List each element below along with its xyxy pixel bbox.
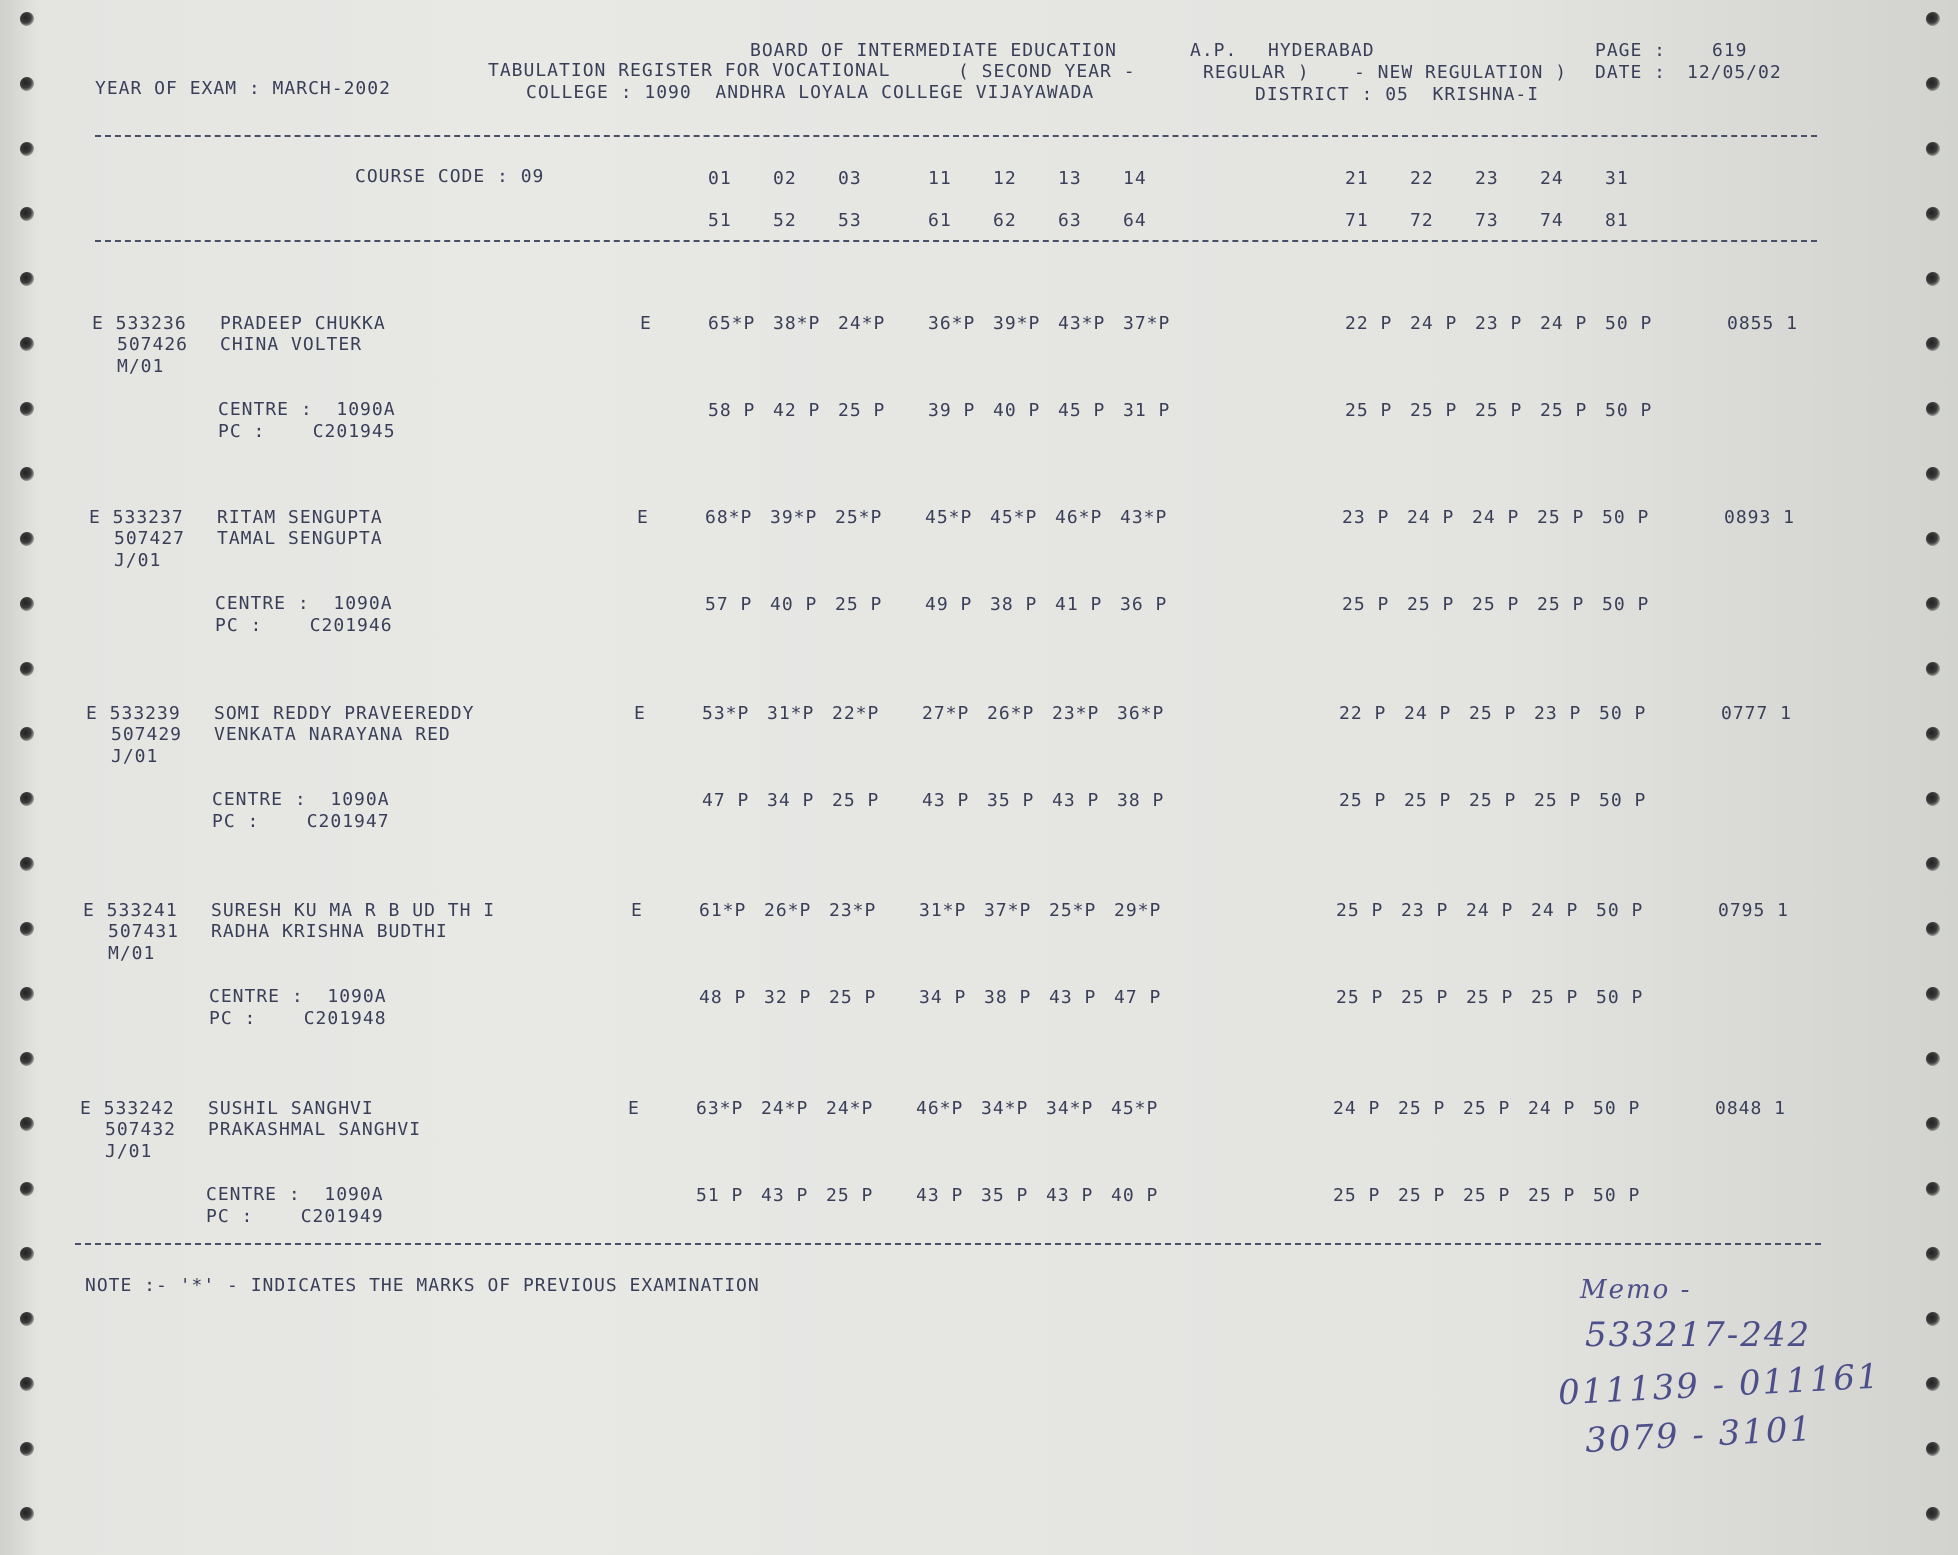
subject-code: 72 — [1410, 210, 1434, 231]
subject-code: 61 — [928, 210, 952, 231]
mark-second-year: 50 P — [1602, 594, 1650, 615]
mark-first-year: 24 P — [1333, 1098, 1381, 1119]
mark-second-year: 49 P — [925, 594, 973, 615]
mark-second-year: 31 P — [1123, 400, 1171, 421]
footnote: NOTE :- '*' - INDICATES THE MARKS OF PREVIOUS EXAMINATION — [85, 1275, 760, 1296]
mark-second-year: 50 P — [1605, 400, 1653, 421]
mark-second-year: 35 P — [981, 1185, 1029, 1206]
mark-second-year: 25 P — [1404, 790, 1452, 811]
mark-first-year: 46*P — [916, 1098, 964, 1119]
subject-code: 03 — [838, 168, 862, 189]
total-marks: 0855 1 — [1727, 313, 1799, 334]
header-rule-bottom — [95, 240, 1817, 242]
medium: E — [637, 507, 649, 528]
feed-hole — [1926, 857, 1940, 871]
feed-hole — [1926, 1117, 1940, 1131]
pc-code: PC : C201948 — [209, 1008, 387, 1029]
subject-code: 24 — [1540, 168, 1564, 189]
subject-code: 12 — [993, 168, 1017, 189]
mark-second-year: 43 P — [916, 1185, 964, 1206]
exam-centre: CENTRE : 1090A — [218, 399, 396, 420]
pc-code: PC : C201945 — [218, 421, 396, 442]
subject-code: 62 — [993, 210, 1017, 231]
feed-hole — [1926, 402, 1940, 416]
mark-second-year: 25 P — [1398, 1185, 1446, 1206]
mark-second-year: 38 P — [990, 594, 1038, 615]
feed-hole — [1926, 1507, 1940, 1521]
student-name: SUSHIL SANGHVI — [208, 1098, 374, 1119]
mark-second-year: 25 P — [1537, 594, 1585, 615]
registration-number: 507429 — [111, 724, 183, 745]
mark-second-year: 47 P — [1114, 987, 1162, 1008]
feed-hole — [1926, 12, 1940, 26]
mark-first-year: 50 P — [1593, 1098, 1641, 1119]
group-code: J/01 — [111, 746, 159, 767]
mark-second-year: 43 P — [1049, 987, 1097, 1008]
mark-second-year: 25 P — [1410, 400, 1458, 421]
subject-code: 22 — [1410, 168, 1434, 189]
exam-centre: CENTRE : 1090A — [209, 986, 387, 1007]
mark-first-year: 43*P — [1120, 507, 1168, 528]
hall-ticket-number: E 533242 — [80, 1098, 175, 1119]
feed-hole — [20, 12, 34, 26]
medium: E — [634, 703, 646, 724]
mark-first-year: 29*P — [1114, 900, 1162, 921]
hall-ticket-number: E 533236 — [92, 313, 187, 334]
board-name: BOARD OF INTERMEDIATE EDUCATION — [750, 40, 1117, 61]
mark-second-year: 40 P — [770, 594, 818, 615]
total-marks: 0795 1 — [1718, 900, 1790, 921]
subject-code: 51 — [708, 210, 732, 231]
feed-hole — [20, 727, 34, 741]
mark-second-year: 36 P — [1120, 594, 1168, 615]
feed-hole — [20, 1507, 34, 1521]
mark-first-year: 45*P — [990, 507, 1038, 528]
mark-second-year: 43 P — [1046, 1185, 1094, 1206]
mark-first-year: 65*P — [708, 313, 756, 334]
mark-first-year: 50 P — [1599, 703, 1647, 724]
mark-second-year: 25 P — [1472, 594, 1520, 615]
mark-first-year: 22 P — [1339, 703, 1387, 724]
mark-first-year: 24*P — [838, 313, 886, 334]
mark-first-year: 23 P — [1475, 313, 1523, 334]
mark-second-year: 25 P — [1540, 400, 1588, 421]
subject-code: 01 — [708, 168, 732, 189]
feed-hole — [20, 142, 34, 156]
mark-first-year: 53*P — [702, 703, 750, 724]
group-code: M/01 — [117, 356, 165, 377]
subject-code: 23 — [1475, 168, 1499, 189]
registration-number: 507426 — [117, 334, 189, 355]
feed-hole — [1926, 922, 1940, 936]
mark-second-year: 43 P — [922, 790, 970, 811]
footer-rule — [75, 1243, 1821, 1245]
mark-first-year: 50 P — [1605, 313, 1653, 334]
subject-code: 73 — [1475, 210, 1499, 231]
mark-second-year: 25 P — [832, 790, 880, 811]
mark-first-year: 24*P — [826, 1098, 874, 1119]
mark-first-year: 22 P — [1345, 313, 1393, 334]
mark-second-year: 25 P — [1342, 594, 1390, 615]
mark-first-year: 38*P — [773, 313, 821, 334]
mark-second-year: 50 P — [1596, 987, 1644, 1008]
group-code: J/01 — [114, 550, 162, 571]
mark-second-year: 42 P — [773, 400, 821, 421]
feed-hole — [20, 467, 34, 481]
feed-hole — [20, 532, 34, 546]
feed-hole — [20, 922, 34, 936]
mark-first-year: 24 P — [1528, 1098, 1576, 1119]
feed-hole — [20, 1377, 34, 1391]
handwritten-line-1: 533217-242 — [1585, 1315, 1812, 1355]
student-name: SOMI REDDY PRAVEEREDDY — [214, 703, 475, 724]
feed-hole — [20, 1052, 34, 1066]
mark-first-year: 45*P — [1111, 1098, 1159, 1119]
feed-hole — [1926, 1312, 1940, 1326]
feed-hole — [20, 207, 34, 221]
mark-second-year: 25 P — [826, 1185, 874, 1206]
mark-first-year: 50 P — [1602, 507, 1650, 528]
page-number: 619 — [1712, 40, 1748, 61]
feed-hole — [20, 272, 34, 286]
feed-hole — [1926, 1247, 1940, 1261]
mark-first-year: 24 P — [1466, 900, 1514, 921]
registration-number: 507432 — [105, 1119, 177, 1140]
mark-first-year: 68*P — [705, 507, 753, 528]
father-name: TAMAL SENGUPTA — [217, 528, 383, 549]
mark-second-year: 25 P — [1534, 790, 1582, 811]
total-marks: 0893 1 — [1724, 507, 1796, 528]
mark-first-year: 27*P — [922, 703, 970, 724]
hall-ticket-number: E 533239 — [86, 703, 181, 724]
subject-code: 14 — [1123, 168, 1147, 189]
mark-second-year: 25 P — [1469, 790, 1517, 811]
state-name: A.P. — [1190, 40, 1238, 61]
registration-number: 507427 — [114, 528, 186, 549]
student-name: RITAM SENGUPTA — [217, 507, 383, 528]
mark-first-year: 34*P — [981, 1098, 1029, 1119]
father-name: VENKATA NARAYANA RED — [214, 724, 451, 745]
mark-second-year: 40 P — [993, 400, 1041, 421]
feed-hole — [20, 402, 34, 416]
mark-second-year: 25 P — [1407, 594, 1455, 615]
mark-first-year: 23 P — [1534, 703, 1582, 724]
year-of-exam: YEAR OF EXAM : MARCH-2002 — [95, 78, 391, 99]
city-name: HYDERABAD — [1268, 40, 1375, 61]
mark-second-year: 50 P — [1593, 1185, 1641, 1206]
medium: E — [631, 900, 643, 921]
mark-first-year: 36*P — [928, 313, 976, 334]
mark-first-year: 24 P — [1404, 703, 1452, 724]
subject-code: 31 — [1605, 168, 1629, 189]
feed-hole — [20, 597, 34, 611]
mark-second-year: 41 P — [1055, 594, 1103, 615]
feed-hole — [1926, 1442, 1940, 1456]
mark-first-year: 37*P — [984, 900, 1032, 921]
mark-first-year: 24 P — [1540, 313, 1588, 334]
mark-second-year: 25 P — [1528, 1185, 1576, 1206]
feed-hole — [1926, 272, 1940, 286]
handwritten-line-2: 011139 - 011161 — [1557, 1356, 1882, 1414]
feed-hole — [20, 792, 34, 806]
subject-code: 02 — [773, 168, 797, 189]
father-name: CHINA VOLTER — [220, 334, 363, 355]
mark-second-year: 47 P — [702, 790, 750, 811]
mark-first-year: 31*P — [919, 900, 967, 921]
date-label: DATE : — [1595, 62, 1667, 83]
hall-ticket-number: E 533241 — [83, 900, 178, 921]
mark-first-year: 24 P — [1531, 900, 1579, 921]
subject-code: 11 — [928, 168, 952, 189]
exam-centre: CENTRE : 1090A — [215, 593, 393, 614]
feed-hole — [1926, 792, 1940, 806]
mark-first-year: 31*P — [767, 703, 815, 724]
mark-first-year: 63*P — [696, 1098, 744, 1119]
subject-code: 52 — [773, 210, 797, 231]
mark-first-year: 50 P — [1596, 900, 1644, 921]
mark-first-year: 25*P — [835, 507, 883, 528]
tractor-feed-holes-right — [1918, 0, 1958, 1555]
mark-first-year: 34*P — [1046, 1098, 1094, 1119]
mark-second-year: 25 P — [829, 987, 877, 1008]
tractor-feed-holes-left — [0, 0, 40, 1555]
father-name: PRAKASHMAL SANGHVI — [208, 1119, 422, 1140]
mark-first-year: 61*P — [699, 900, 747, 921]
mark-first-year: 46*P — [1055, 507, 1103, 528]
page-label: PAGE : — [1595, 40, 1667, 61]
mark-second-year: 34 P — [919, 987, 967, 1008]
mark-first-year: 36*P — [1117, 703, 1165, 724]
feed-hole — [20, 337, 34, 351]
feed-hole — [20, 1247, 34, 1261]
registration-number: 507431 — [108, 921, 180, 942]
feed-hole — [1926, 1377, 1940, 1391]
mark-first-year: 24 P — [1407, 507, 1455, 528]
mark-second-year: 25 P — [835, 594, 883, 615]
feed-hole — [1926, 662, 1940, 676]
father-name: RADHA KRISHNA BUDTHI — [211, 921, 448, 942]
subject-code: 63 — [1058, 210, 1082, 231]
mark-second-year: 45 P — [1058, 400, 1106, 421]
student-name: PRADEEP CHUKKA — [220, 313, 386, 334]
feed-hole — [1926, 597, 1940, 611]
regular-label: REGULAR ) — [1203, 62, 1310, 83]
hall-ticket-number: E 533237 — [89, 507, 184, 528]
feed-hole — [1926, 467, 1940, 481]
handwritten-line-3: 3079 - 3101 — [1584, 1409, 1815, 1461]
mark-first-year: 25 P — [1336, 900, 1384, 921]
handwritten-memo-label: Memo - — [1580, 1275, 1692, 1305]
mark-first-year: 24 P — [1410, 313, 1458, 334]
feed-hole — [20, 77, 34, 91]
mark-second-year: 38 P — [984, 987, 1032, 1008]
mark-second-year: 35 P — [987, 790, 1035, 811]
mark-second-year: 57 P — [705, 594, 753, 615]
mark-first-year: 25 P — [1537, 507, 1585, 528]
mark-first-year: 23 P — [1401, 900, 1449, 921]
mark-second-year: 25 P — [1336, 987, 1384, 1008]
mark-second-year: 34 P — [767, 790, 815, 811]
medium: E — [640, 313, 652, 334]
feed-hole — [1926, 987, 1940, 1001]
feed-hole — [1926, 532, 1940, 546]
pc-code: PC : C201946 — [215, 615, 393, 636]
mark-second-year: 25 P — [1466, 987, 1514, 1008]
mark-second-year: 25 P — [838, 400, 886, 421]
regulation-label: - NEW REGULATION ) — [1354, 62, 1568, 83]
feed-hole — [1926, 337, 1940, 351]
mark-first-year: 26*P — [987, 703, 1035, 724]
course-code: COURSE CODE : 09 — [355, 166, 545, 187]
subject-code: 13 — [1058, 168, 1082, 189]
subject-code: 21 — [1345, 168, 1369, 189]
print-date: 12/05/02 — [1687, 62, 1782, 83]
total-marks: 0848 1 — [1715, 1098, 1787, 1119]
subject-code: 71 — [1345, 210, 1369, 231]
student-name: SURESH KU MA R B UD TH I — [211, 900, 496, 921]
mark-second-year: 40 P — [1111, 1185, 1159, 1206]
mark-first-year: 24 P — [1472, 507, 1520, 528]
feed-hole — [20, 662, 34, 676]
mark-second-year: 25 P — [1339, 790, 1387, 811]
pc-code: PC : C201949 — [206, 1206, 384, 1227]
mark-second-year: 43 P — [761, 1185, 809, 1206]
group-code: M/01 — [108, 943, 156, 964]
subject-code: 81 — [1605, 210, 1629, 231]
feed-hole — [1926, 727, 1940, 741]
mark-first-year: 37*P — [1123, 313, 1171, 334]
feed-hole — [1926, 207, 1940, 221]
total-marks: 0777 1 — [1721, 703, 1793, 724]
mark-first-year: 25 P — [1398, 1098, 1446, 1119]
mark-first-year: 25 P — [1469, 703, 1517, 724]
mark-first-year: 23 P — [1342, 507, 1390, 528]
feed-hole — [20, 987, 34, 1001]
mark-first-year: 22*P — [832, 703, 880, 724]
feed-hole — [1926, 1052, 1940, 1066]
mark-first-year: 25*P — [1049, 900, 1097, 921]
mark-first-year: 23*P — [1052, 703, 1100, 724]
mark-second-year: 39 P — [928, 400, 976, 421]
mark-first-year: 45*P — [925, 507, 973, 528]
mark-second-year: 43 P — [1052, 790, 1100, 811]
mark-first-year: 39*P — [993, 313, 1041, 334]
register-title: TABULATION REGISTER FOR VOCATIONAL — [488, 60, 891, 81]
subject-code: 74 — [1540, 210, 1564, 231]
group-code: J/01 — [105, 1141, 153, 1162]
mark-second-year: 48 P — [699, 987, 747, 1008]
mark-first-year: 24*P — [761, 1098, 809, 1119]
mark-second-year: 51 P — [696, 1185, 744, 1206]
mark-second-year: 25 P — [1333, 1185, 1381, 1206]
mark-second-year: 25 P — [1401, 987, 1449, 1008]
mark-second-year: 38 P — [1117, 790, 1165, 811]
year-part: ( SECOND YEAR - — [958, 61, 1136, 82]
feed-hole — [20, 1117, 34, 1131]
feed-hole — [1926, 142, 1940, 156]
feed-hole — [1926, 1182, 1940, 1196]
mark-second-year: 25 P — [1463, 1185, 1511, 1206]
mark-second-year: 32 P — [764, 987, 812, 1008]
mark-second-year: 25 P — [1531, 987, 1579, 1008]
subject-code: 53 — [838, 210, 862, 231]
subject-code: 64 — [1123, 210, 1147, 231]
medium: E — [628, 1098, 640, 1119]
mark-second-year: 25 P — [1345, 400, 1393, 421]
mark-second-year: 25 P — [1475, 400, 1523, 421]
exam-centre: CENTRE : 1090A — [206, 1184, 384, 1205]
mark-first-year: 25 P — [1463, 1098, 1511, 1119]
mark-first-year: 23*P — [829, 900, 877, 921]
feed-hole — [20, 1312, 34, 1326]
mark-first-year: 43*P — [1058, 313, 1106, 334]
feed-hole — [20, 1442, 34, 1456]
header-rule-top — [95, 135, 1817, 137]
exam-centre: CENTRE : 1090A — [212, 789, 390, 810]
mark-first-year: 39*P — [770, 507, 818, 528]
feed-hole — [20, 1182, 34, 1196]
mark-second-year: 50 P — [1599, 790, 1647, 811]
feed-hole — [1926, 77, 1940, 91]
mark-first-year: 26*P — [764, 900, 812, 921]
district-line: DISTRICT : 05 KRISHNA-I — [1255, 84, 1540, 105]
college-line: COLLEGE : 1090 ANDHRA LOYALA COLLEGE VIJAYAWADA — [526, 82, 1095, 103]
feed-hole — [20, 857, 34, 871]
mark-second-year: 58 P — [708, 400, 756, 421]
pc-code: PC : C201947 — [212, 811, 390, 832]
